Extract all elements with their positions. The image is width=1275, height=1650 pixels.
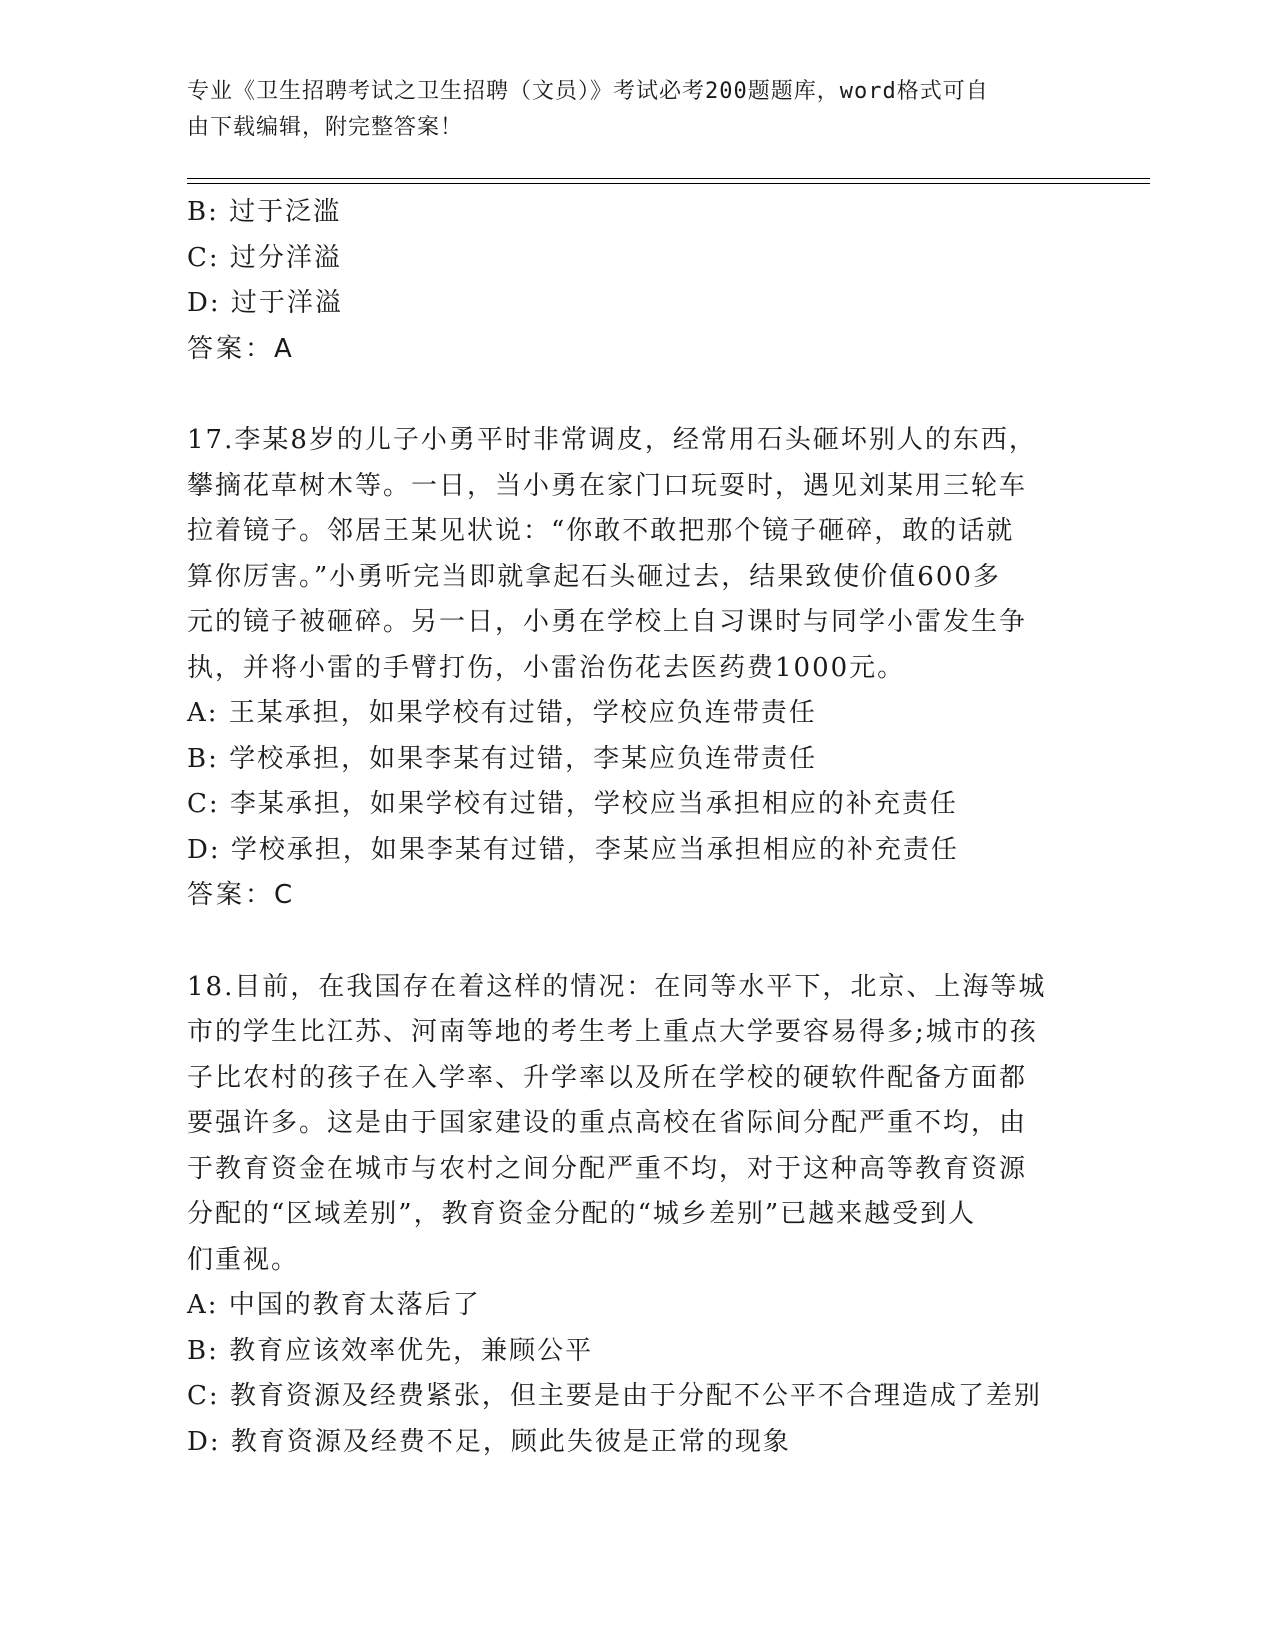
option-d: D: 学校承担，如果李某有过错，李某应当承担相应的补充责任 <box>187 834 959 865</box>
answer-line: 答案：C <box>187 880 296 910</box>
question-stem-line: 元的镜子被砸碎。另一日，小勇在学校上自习课时与同学小雷发生争 <box>187 607 1028 637</box>
question-stem-line: 要强许多。这是由于国家建设的重点高校在省际间分配严重不均，由 <box>187 1108 1028 1138</box>
question-stem-line: 攀摘花草树木等。一日，当小勇在家门口玩耍时，遇见刘某用三轮车 <box>187 470 1028 501</box>
question-stem-line: 分配的“区域差别”，教育资金分配的“城乡差别”已越来越受到人 <box>187 1199 977 1229</box>
header-rule-top <box>187 178 1150 179</box>
option-c: C: 李某承担，如果学校有过错，学校应当承担相应的补充责任 <box>187 789 958 819</box>
option-b: B: 教育应该效率优先，兼顾公平 <box>187 1335 594 1366</box>
option-a: A: 王某承担，如果学校有过错，学校应负连带责任 <box>187 698 817 728</box>
option-c: C: 教育资源及经费紧张，但主要是由于分配不公平不合理造成了差别 <box>187 1381 1042 1411</box>
question-stem-line: 18.目前，在我国存在着这样的情况：在同等水平下，北京、上海等城 <box>187 971 1047 1002</box>
header-rule-bottom <box>187 183 1150 184</box>
question-17 <box>187 418 1067 919</box>
question-stem-line: 执，并将小雷的手臂打伤，小雷治伤花去医药费1000元。 <box>187 652 906 683</box>
question-content <box>187 190 1067 1465</box>
question-stem-line: 17.李某8岁的儿子小勇平时非常调皮，经常用石头砸坏别人的东西， <box>187 425 1037 455</box>
question-stem-line: 们重视。 <box>187 1244 300 1275</box>
question-stem-line: 于教育资金在城市与农村之间分配严重不均，对于这种高等教育资源 <box>187 1153 1028 1184</box>
option-b: B: 过于泛滥 <box>187 197 342 227</box>
header-line-2: 由下载编辑，附完整答案！ <box>187 115 464 140</box>
question-stem-line: 算你厉害。”小勇听完当即就拿起石头砸过去，结果致使价值600多 <box>187 561 1001 592</box>
option-a: A: 中国的教育太落后了 <box>187 1290 481 1320</box>
previous-question-tail <box>187 190 1067 372</box>
option-d: D: 过于洋溢 <box>187 288 343 318</box>
header-line-1: 专业《卫生招聘考试之卫生招聘（文员）》考试必考200题题库，word格式可自 <box>187 79 989 104</box>
question-stem-line: 市的学生比江苏、河南等地的考生考上重点大学要容易得多;城市的孩 <box>187 1017 1038 1047</box>
document-header <box>187 74 1067 146</box>
question-18 <box>187 965 1067 1466</box>
question-stem-line: 子比农村的孩子在入学率、升学率以及所在学校的硬软件配备方面都 <box>187 1062 1028 1093</box>
option-c: C: 过分洋溢 <box>187 242 342 273</box>
question-stem-line: 拉着镜子。邻居王某见状说：“你敢不敢把那个镜子砸碎，敢的话就 <box>187 516 1015 546</box>
option-d: D: 教育资源及经费不足，顾此失彼是正常的现象 <box>187 1426 791 1457</box>
option-b: B: 学校承担，如果李某有过错，李某应负连带责任 <box>187 743 818 774</box>
answer-line: 答案：A <box>187 333 295 364</box>
